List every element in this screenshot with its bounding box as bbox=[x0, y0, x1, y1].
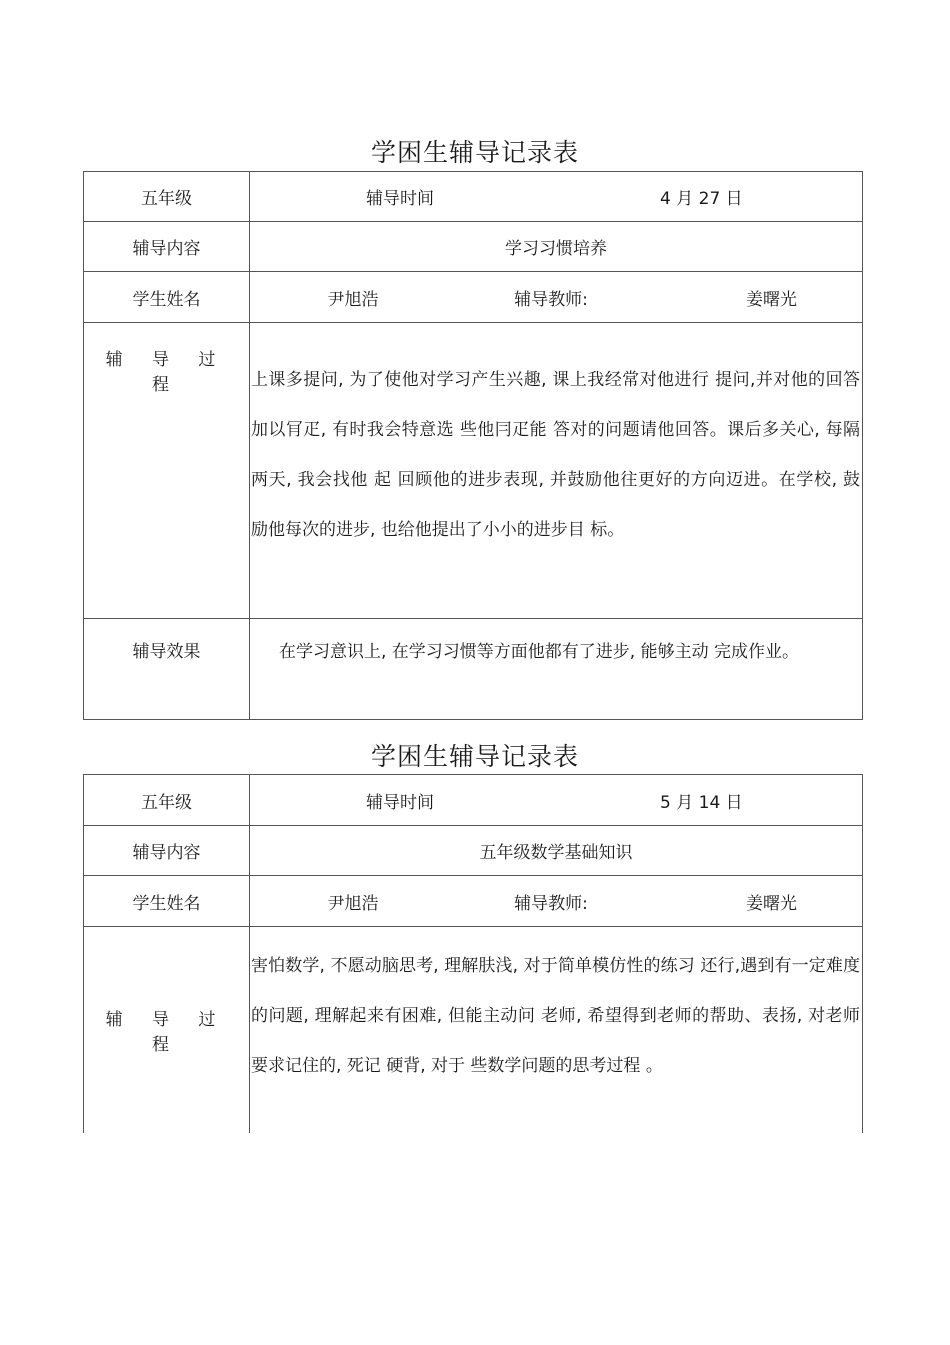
content-value: 学习习惯培养 bbox=[250, 222, 863, 272]
student-name: 尹旭浩 bbox=[327, 289, 379, 310]
process-cell bbox=[250, 323, 863, 619]
teacher-label: 辅导教师: bbox=[514, 893, 588, 914]
process-cell bbox=[250, 927, 863, 1133]
record-title: 学困生辅导记录表 bbox=[370, 742, 579, 771]
effect-label: 辅导效果 bbox=[84, 619, 250, 720]
grade-cell: 五年级 bbox=[84, 172, 250, 222]
content-label: 辅导内容 bbox=[84, 826, 250, 876]
teacher-name: 姜曙光 bbox=[746, 289, 797, 310]
date-value: 5 月 14 日 bbox=[660, 792, 743, 813]
time-cell bbox=[250, 775, 863, 826]
effect-cell bbox=[250, 619, 863, 720]
content-value: 五年级数学基础知识 bbox=[250, 826, 863, 876]
student-label: 学生姓名 bbox=[84, 876, 250, 927]
time-label: 辅导时间 bbox=[366, 792, 434, 813]
record-table bbox=[83, 774, 863, 1133]
process-label: 辅 导 过 程 bbox=[84, 927, 250, 1133]
teacher-label: 辅导教师: bbox=[514, 289, 588, 310]
time-label: 辅导时间 bbox=[366, 189, 434, 209]
effect-text: 在学习意识上, 在学习习惯等方面他都有了进步, 能够主动 完成作业。 bbox=[279, 642, 800, 662]
grade-cell: 五年级 bbox=[84, 775, 250, 826]
process-text: 害怕数学, 不愿动脑思考, 理解肤浅, 对于简单模仿性的练习 还行,遇到有一定难度的问题, 理解起来有困难, 但能主动问 老师, 希望得到老师的帮助、表扬, 对老师要求记住的, 死记 硬背, 对于 些数学问题的思考过程 。 bbox=[251, 956, 860, 1076]
process-text: 上课多提问, 为了使他对学习产生兴趣, 课上我经常对他进行 提问,并对他的回答加以肎疋, 有时我会特意选 些他冃疋能 答对的问题请他回答。课后多关心, 每隔两天, 我会找他 起 回顾他的进步表现, 并鼓励他往更好的方向迈进。在学校, 鼓 励他每次的进步, 也给他提出了小小的进步目 标。 bbox=[251, 370, 860, 540]
record-title: 学困生辅导记录表 bbox=[370, 138, 579, 167]
date-value: 4 月 27 日 bbox=[660, 189, 743, 209]
time-cell bbox=[250, 172, 863, 222]
student-name: 尹旭浩 bbox=[327, 893, 379, 914]
student-row bbox=[250, 876, 863, 927]
record-table bbox=[83, 171, 863, 720]
process-label: 辅 导 过 程 bbox=[84, 323, 250, 619]
student-row bbox=[250, 272, 863, 323]
content-label: 辅导内容 bbox=[84, 222, 250, 272]
teacher-name: 姜曙光 bbox=[746, 893, 797, 914]
student-label: 学生姓名 bbox=[84, 272, 250, 323]
